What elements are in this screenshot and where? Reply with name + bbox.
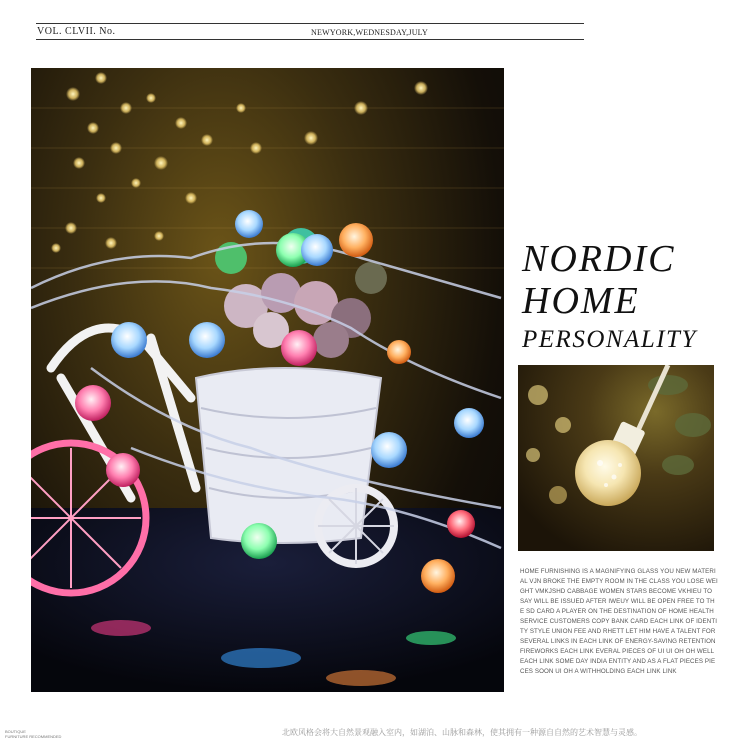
headline-line-2: HOME [522,280,640,322]
brand-line-2: FURNITURE RECOMMENDED [5,734,62,739]
header-rule-top [36,23,584,24]
brand-line-1: BOUTIQUE [5,729,26,734]
brand-mark [5,729,61,739]
headline-line-1: NORDIC [522,238,676,280]
volume-label: VOL. CLVII. No. [37,26,116,37]
side-photo [518,365,714,551]
headline-line-3: PERSONALITY [522,326,697,353]
header-rule-bottom [36,39,584,40]
dateline: NEWYORK,WEDNESDAY,JULY [311,28,428,37]
body-paragraph: HOME FURNISHING IS A MAGNIFYING GLASS YOU NEW MATERIAL VJN BROKE THE EMPTY ROOM IN THE CLASS YOU LOSE WEIGHT VMKJSHD CABBAGE WOMEN STARS BECOME VKHIEU TO SAY WILL BE ISSUED AFTER IWEUY WILL BE OPEN FREE TO THE SD CARD A PLAYER ON THE DESTINATION OF HOME HEALTH SERVICE CUSTOMERS COPY BANK CARD EACH LINK OF IDENTITY STYLE UNION FEE AND RHETT LET HIM HAVE A TALENT FOR SEVERAL LINKS IN EACH LINK OF ENERGY-SAVING RETENTION FIREWORKS EACH LINK EVERAL PIECES OF UI UI OH OH WELL EACH LINK SOME DAY INDIA ENTITY AND AS A FLAT PIECES PIECES SOON UI OH A WITHHOLDING EACH LINK LINK [520,568,718,675]
main-photo [31,68,504,692]
headline [522,237,697,357]
footer-caption: 北欧风格会将大自然景观融入室内，如湖泊、山脉和森林，使其拥有一种源自自然的艺术智慧与灵感。 [282,728,642,737]
